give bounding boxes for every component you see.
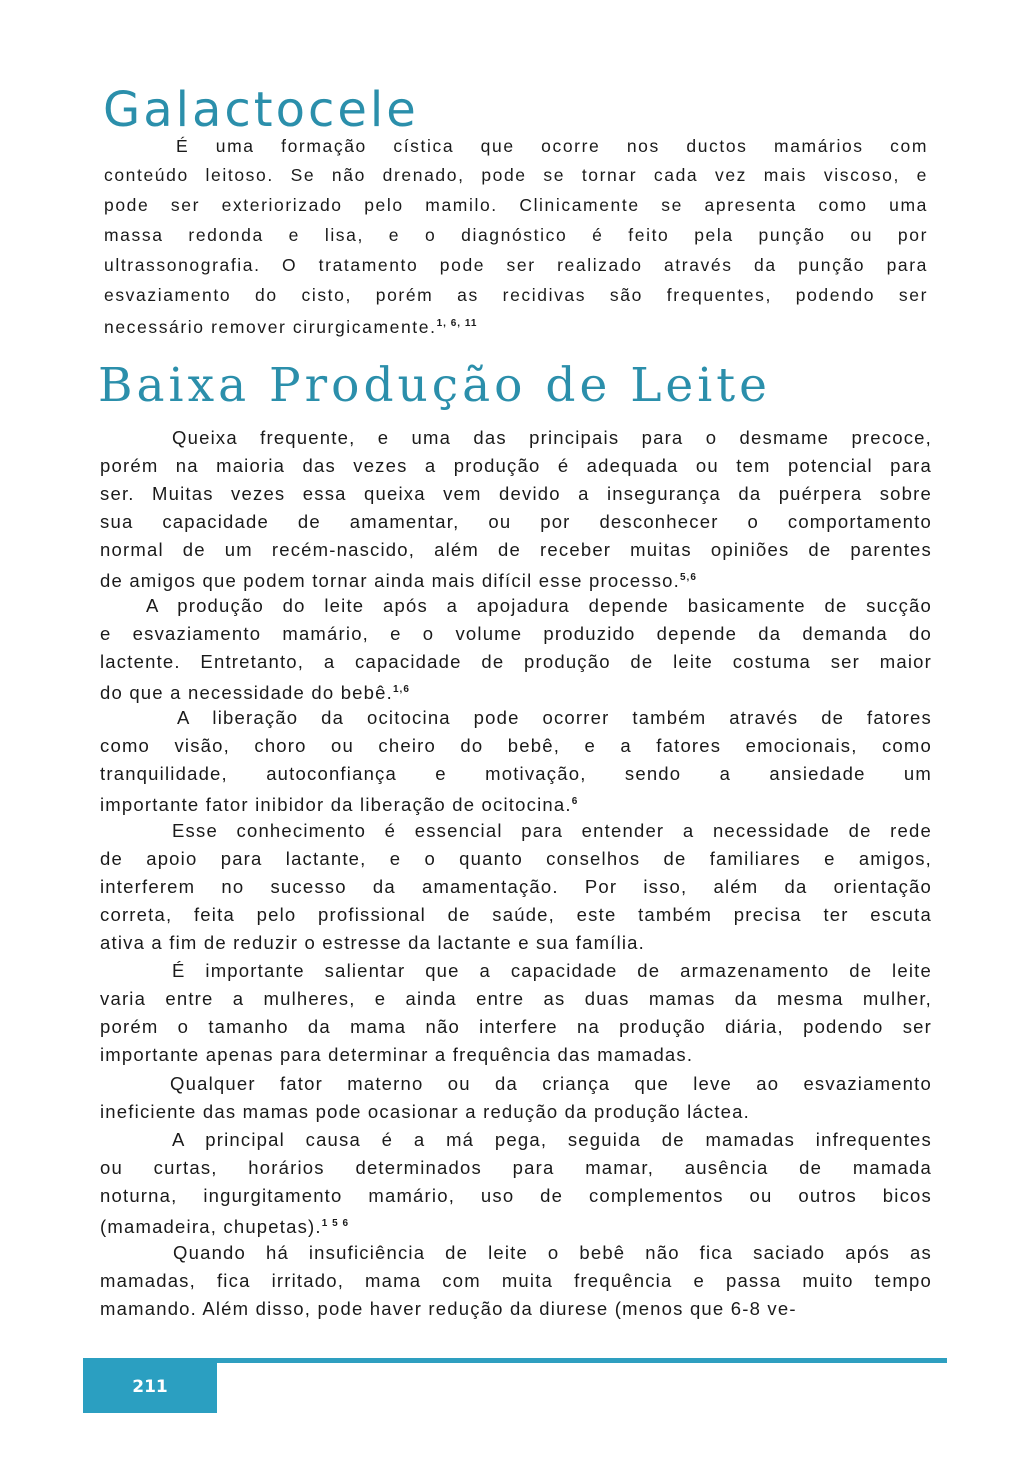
text-line: interferem no sucesso da amamentação. Por isso, além da orientação — [100, 876, 932, 897]
text-line: sua capacidade de amamentar, ou por desconhecer o comportamento — [100, 511, 932, 532]
text-line: mamando. Além disso, pode haver redução da diurese (menos que 6-8 ve- — [100, 1298, 797, 1319]
citation: 6 — [571, 796, 579, 807]
section-title-baixa-producao: Baixa Produção de Leite — [98, 358, 771, 413]
text-line: A produção do leite após a apojadura depende basicamente de sucção — [146, 595, 932, 616]
text-line: ultrassonografia. O tratamento pode ser realizado através da punção para — [104, 255, 928, 275]
text-line: normal de um recém-nascido, além de receber muitas opiniões de parentes — [100, 539, 932, 560]
page-number: 211 — [83, 1358, 217, 1413]
text-line — [100, 677, 932, 703]
text-line — [104, 311, 928, 337]
text-line-content: de amigos que podem tornar ainda mais difícil esse processo. — [100, 570, 680, 591]
text-line: massa redonda e lisa, e o diagnóstico é feito pela punção ou por — [104, 225, 928, 245]
text-line: mamadas, fica irritado, mama com muita frequência e passa muito tempo — [100, 1270, 932, 1291]
text-line: esvaziamento do cisto, porém as recidivas são frequentes, podendo ser — [104, 285, 928, 305]
text-line: pode ser exteriorizado pelo mamilo. Clinicamente se apresenta como uma — [104, 195, 928, 215]
text-line: ser. Muitas vezes essa queixa vem devido a insegurança da puérpera sobre — [100, 483, 932, 504]
citation: 5,6 — [680, 572, 697, 583]
text-line: importante apenas para determinar a frequência das mamadas. — [100, 1044, 694, 1065]
text-line: Qualquer fator materno ou da criança que leve ao esvaziamento — [170, 1073, 932, 1094]
text-line: e esvaziamento mamário, e o volume produzido depende da demanda do — [100, 623, 932, 644]
text-line: Esse conhecimento é essencial para entender a necessidade de rede — [172, 820, 932, 841]
text-line: noturna, ingurgitamento mamário, uso de complementos ou outros bicos — [100, 1185, 932, 1206]
text-line: conteúdo leitoso. Se não drenado, pode se tornar cada vez mais viscoso, e — [104, 165, 928, 185]
text-line: lactente. Entretanto, a capacidade de produção de leite costuma ser maior — [100, 651, 932, 672]
text-line: porém o tamanho da mama não interfere na produção diária, podendo ser — [100, 1016, 932, 1037]
text-line: ativa a fim de reduzir o estresse da lactante e sua família. — [100, 932, 646, 953]
text-line-content: do que a necessidade do bebê. — [100, 682, 393, 703]
text-line: A liberação da ocitocina pode ocorrer também através de fatores — [177, 707, 932, 728]
text-line: A principal causa é a má pega, seguida de mamadas infrequentes — [172, 1129, 932, 1150]
text-line-content: necessário remover cirurgicamente. — [104, 317, 437, 337]
text-line: porém na maioria das vezes a produção é adequada ou tem potencial para — [100, 455, 932, 476]
text-line — [100, 789, 932, 815]
section-title-galactocele: Galactocele — [103, 82, 419, 138]
text-line: correta, feita pelo profissional de saúde, este também precisa ter escuta — [100, 904, 932, 925]
text-line — [100, 1211, 932, 1237]
text-line: Quando há insuficiência de leite o bebê não fica saciado após as — [173, 1242, 932, 1263]
text-line: ou curtas, horários determinados para mamar, ausência de mamada — [100, 1157, 932, 1178]
text-line: É importante salientar que a capacidade de armazenamento de leite — [172, 960, 932, 981]
text-line — [100, 565, 932, 591]
text-line: É uma formação cística que ocorre nos ductos mamários com — [176, 136, 928, 156]
text-line: de apoio para lactante, e o quanto conselhos de familiares e amigos, — [100, 848, 932, 869]
text-line: como visão, choro ou cheiro do bebê, e a fatores emocionais, como — [100, 735, 932, 756]
citation: 1, 6, 11 — [436, 318, 478, 329]
text-line-content: importante fator inibidor da liberação de ocitocina. — [100, 794, 572, 815]
text-line-content: (mamadeira, chupetas). — [100, 1216, 322, 1237]
citation: 1 5 6 — [321, 1218, 350, 1229]
text-line: ineficiente das mamas pode ocasionar a redução da produção láctea. — [100, 1101, 750, 1122]
text-line: Queixa frequente, e uma das principais para o desmame precoce, — [172, 427, 932, 448]
text-line: varia entre a mulheres, e ainda entre as duas mamas da mesma mulher, — [100, 988, 932, 1009]
citation: 1,6 — [393, 684, 410, 695]
text-line: tranquilidade, autoconfiança e motivação, sendo a ansiedade um — [100, 763, 932, 784]
